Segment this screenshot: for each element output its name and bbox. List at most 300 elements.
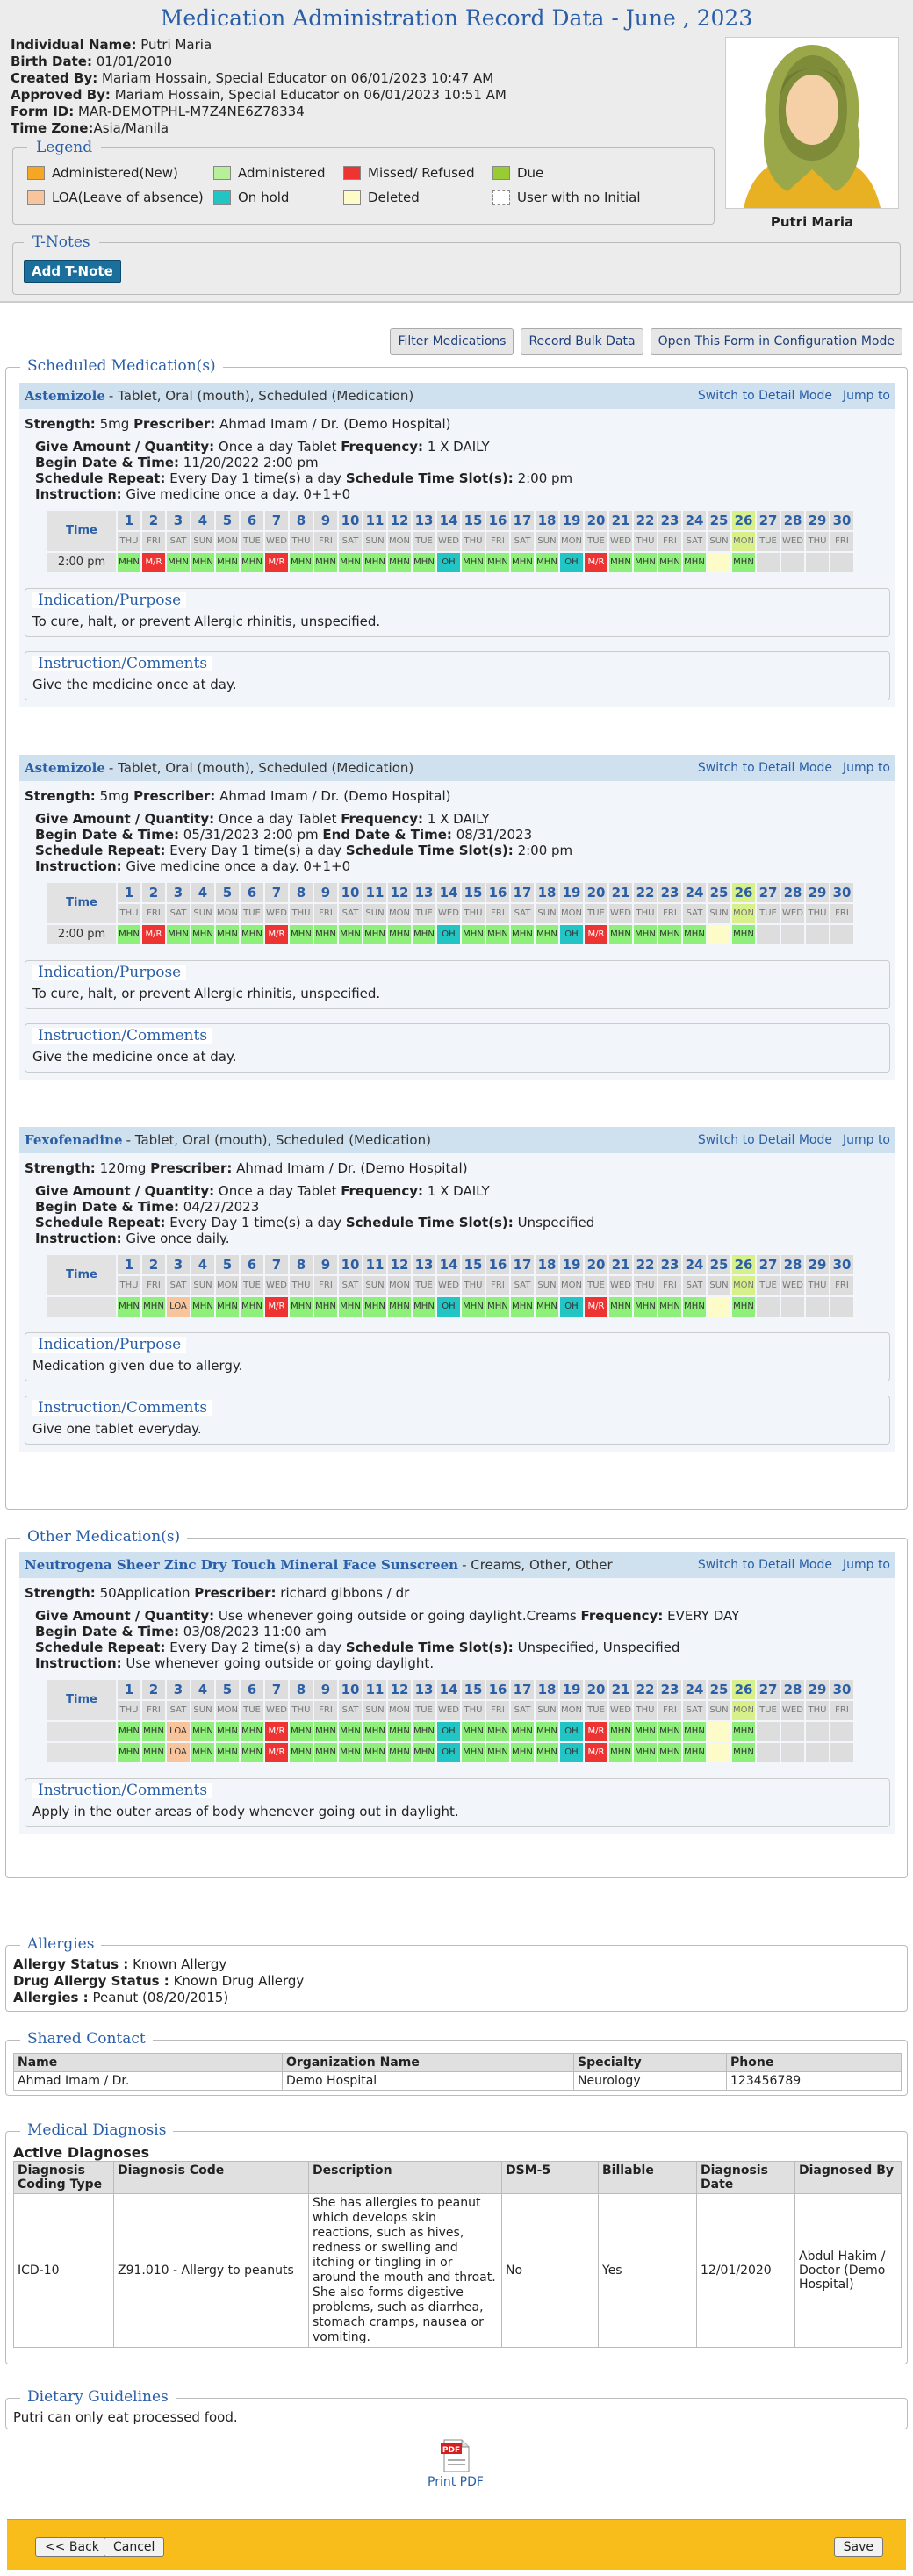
dose-cell[interactable]: MHN [486,925,509,944]
dose-cell[interactable] [708,1297,730,1317]
weekday-label: SUN [708,1701,730,1720]
dose-cell[interactable]: MHN [511,925,534,944]
indication-text: Medication given due to allergy. [32,1358,243,1374]
column-header: Billable [599,2162,697,2194]
legend-swatch [343,190,361,205]
dose-cell[interactable]: MHN [363,1722,386,1741]
dose-cell[interactable]: MHN [216,553,239,572]
dose-cell[interactable]: MHN [314,1297,337,1317]
table-cell: She has allergies to peanut which develops skin reactions, such as hives, redness or swelling and itching or tingling in or around the mouth and throat. She also forms digestive problems, such as diarrhea, stomach cramps, nausea or vomiting. [309,2194,502,2348]
instr-label: Instruction: [35,1231,122,1246]
dose-cell[interactable] [708,1722,730,1741]
tnotes-box [12,233,901,295]
day-number: 22 [634,883,657,902]
day-number: 15 [462,511,485,530]
dose-cell[interactable]: MHN [536,1743,558,1762]
dose-cell[interactable] [757,1722,780,1741]
dose-cell[interactable]: MHN [658,1722,681,1741]
begin-label: Begin Date & Time: [35,1199,180,1215]
weekday-label: THU [118,1701,140,1720]
dose-cell[interactable]: MHN [511,1722,534,1741]
column-header: DSM-5 [502,2162,599,2194]
dose-cell[interactable]: MHN [314,925,337,944]
dose-cell[interactable]: MHN [732,1743,755,1762]
dose-cell[interactable] [781,1297,804,1317]
dose-cell[interactable] [806,553,829,572]
dose-cell[interactable]: MHN [339,1722,362,1741]
medication-body [19,409,895,707]
dose-cell[interactable]: MHN [290,1297,313,1317]
dose-cell[interactable]: MHN [191,1722,214,1741]
day-number: 17 [511,1680,534,1699]
dose-cell[interactable]: MHN [462,925,485,944]
strength-label: Strength: [25,788,96,804]
schedule-wrap [25,509,890,574]
comments-text: Give the medicine once at day. [32,1049,237,1065]
dose-cell[interactable]: MHN [634,1743,657,1762]
day-number: 28 [781,883,804,902]
medication-card [19,383,895,707]
dose-cell[interactable]: MHN [413,1743,435,1762]
dose-cell[interactable]: MHN [118,1297,140,1317]
strength-row [25,788,890,804]
dose-cell[interactable]: MHN [413,553,435,572]
instr-value: Give medicine once a day. 0+1+0 [126,486,351,502]
medication-name[interactable]: Astemizole [25,388,105,404]
dose-cell[interactable]: MHN [142,1743,165,1762]
dose-cell[interactable] [830,553,853,572]
dose-cell[interactable]: MHN [363,925,386,944]
weekday-label: SUN [708,904,730,923]
day-number: 20 [585,883,607,902]
dose-cell[interactable]: OH [437,1743,460,1762]
record-bulk-data-button[interactable]: Record Bulk Data [521,328,643,355]
legend-box [12,139,715,225]
end-label: End Date & Time: [322,827,452,843]
dose-cell[interactable]: MHN [609,553,632,572]
weekday-label: SAT [339,1701,362,1720]
dose-cell[interactable]: MHN [536,553,558,572]
jump-to-link[interactable]: Jump to [842,1558,890,1572]
weekday-label: WED [609,1701,632,1720]
dose-cell[interactable] [806,925,829,944]
weekday-label: WED [609,904,632,923]
weekday-label: TUE [413,1276,435,1295]
weekday-label: FRI [658,532,681,551]
dose-cell[interactable] [708,925,730,944]
weekday-label: TUE [241,904,263,923]
day-number: 10 [339,1255,362,1274]
detail-line [35,1640,890,1655]
dose-cell[interactable]: MHN [511,553,534,572]
dose-cell[interactable]: MHN [216,925,239,944]
dose-cell[interactable] [757,1297,780,1317]
dose-cell[interactable]: MHN [290,925,313,944]
weekday-label: SAT [167,532,190,551]
dose-row [47,925,853,944]
give-value: Once a day Tablet [218,1183,337,1199]
dose-cell[interactable]: MHN [732,553,755,572]
dose-cell[interactable]: MHN [241,925,263,944]
dose-cell[interactable]: MHN [536,1722,558,1741]
dose-cell[interactable]: LOA [167,1743,190,1762]
day-number: 7 [265,511,288,530]
medication-name[interactable]: Astemizole [25,760,105,776]
other-section-title: Other Medication(s) [20,1528,187,1546]
day-number: 23 [658,1680,681,1699]
column-header: Diagnosis Coding Type [14,2162,114,2194]
weekday-label: THU [806,1276,829,1295]
dose-cell[interactable]: MHN [732,925,755,944]
day-number: 26 [732,883,755,902]
dose-cell[interactable]: MHN [363,1743,386,1762]
dose-cell[interactable]: MHN [191,553,214,572]
dose-cell[interactable]: MHN [486,553,509,572]
dose-cell[interactable]: MHN [536,925,558,944]
day-number: 19 [560,1255,583,1274]
dose-cell[interactable]: MHN [290,1722,313,1741]
day-number: 27 [757,1680,780,1699]
dose-cell[interactable]: MHN [486,1722,509,1741]
cancel-button[interactable]: Cancel [104,2537,164,2557]
dose-cell[interactable]: MHN [413,925,435,944]
dose-cell[interactable]: MHN [290,1743,313,1762]
dose-cell[interactable]: MHN [388,1722,411,1741]
label: Created By: [11,70,98,86]
back-button[interactable]: << Back [35,2537,109,2557]
medication-name[interactable]: Fexofenadine [25,1132,123,1148]
weekday-label: SUN [363,904,386,923]
medication-body [19,1578,895,1834]
day-number: 24 [683,883,706,902]
detail-line [35,827,890,843]
day-number: 18 [536,1255,558,1274]
dose-cell[interactable]: MHN [339,553,362,572]
medication-links [687,1558,890,1572]
dose-cell[interactable]: MHN [191,1297,214,1317]
dose-cell[interactable]: M/R [585,1722,607,1741]
dose-cell[interactable]: MHN [462,1743,485,1762]
schedule-table [46,1678,855,1764]
drug-allergy-status: Known Drug Allergy [173,1973,305,1989]
active-diagnoses-title: Active Diagnoses [13,2144,150,2161]
weekday-label: WED [437,1276,460,1295]
day-number: 25 [708,1255,730,1274]
dose-cell[interactable]: M/R [585,1743,607,1762]
dose-cell[interactable]: MHN [118,553,140,572]
dose-cell[interactable]: OH [560,1722,583,1741]
dose-cell[interactable] [806,1743,829,1762]
shared-contact-section [5,2030,908,2096]
dose-cell[interactable]: OH [437,925,460,944]
dose-cell[interactable]: MHN [363,1297,386,1317]
jump-to-link[interactable]: Jump to [842,1133,890,1147]
print-pdf-link[interactable] [425,2438,486,2489]
dose-cell[interactable]: MHN [658,925,681,944]
dose-cell[interactable]: MHN [339,925,362,944]
detail-line [35,811,890,827]
dose-cell[interactable] [830,925,853,944]
table-cell: 123456789 [727,2072,902,2091]
weekday-label: MON [560,1701,583,1720]
dose-cell[interactable]: MHN [167,553,190,572]
dose-cell[interactable]: OH [437,553,460,572]
dose-cell[interactable]: MHN [609,1743,632,1762]
dose-cell[interactable]: MHN [167,925,190,944]
dose-cell[interactable]: MHN [191,1743,214,1762]
weekday-label: FRI [142,1701,165,1720]
strength-row [25,416,890,432]
weekday-label: WED [781,1276,804,1295]
slot-value: Unspecified [517,1215,595,1231]
switch-detail-mode-link[interactable]: Switch to Detail Mode [697,389,832,403]
dose-cell[interactable]: M/R [265,925,288,944]
dose-cell[interactable]: MHN [462,1722,485,1741]
dose-cell[interactable]: MHN [609,1297,632,1317]
comments-box [25,1396,890,1445]
instr-value: Use whenever going outside or going daylight. [126,1655,435,1671]
weekday-label: WED [609,532,632,551]
dose-cell[interactable]: MHN [609,925,632,944]
dose-cell[interactable]: MHN [413,1297,435,1317]
dose-cell[interactable]: MHN [683,925,706,944]
weekday-label: THU [806,532,829,551]
dose-cell[interactable] [781,1743,804,1762]
switch-detail-mode-link[interactable]: Switch to Detail Mode [697,1558,832,1572]
dose-cell[interactable]: MHN [216,1722,239,1741]
dose-cell[interactable]: MHN [511,1297,534,1317]
dose-cell[interactable] [830,1722,853,1741]
weekday-row [47,532,853,551]
legend-label: Missed/ Refused [368,165,475,181]
dose-cell[interactable]: MHN [241,1722,263,1741]
day-number: 19 [560,1680,583,1699]
dose-cell[interactable]: MHN [388,553,411,572]
day-number: 11 [363,511,386,530]
day-number: 1 [118,511,140,530]
weekday-label: FRI [486,1276,509,1295]
dose-cell[interactable]: OH [437,1297,460,1317]
dose-cell[interactable] [781,553,804,572]
dose-cell[interactable]: MHN [511,1743,534,1762]
dietary-title: Dietary Guidelines [20,2388,176,2406]
dose-cell[interactable] [806,1722,829,1741]
dose-cell[interactable]: M/R [585,925,607,944]
dose-cell[interactable]: OH [560,925,583,944]
weekday-label: FRI [658,904,681,923]
filter-medications-button[interactable]: Filter Medications [390,328,514,355]
strength-label: Strength: [25,1585,96,1601]
dose-cell[interactable]: M/R [265,1722,288,1741]
dose-cell[interactable]: MHN [339,1297,362,1317]
prescriber-label: Prescriber: [133,416,216,432]
dose-cell[interactable] [830,1297,853,1317]
dose-cell[interactable]: OH [560,1297,583,1317]
dose-cell[interactable]: MHN [388,925,411,944]
dose-cell[interactable]: MHN [314,1743,337,1762]
dose-cell[interactable]: M/R [265,553,288,572]
dose-cell[interactable] [757,553,780,572]
weekday-label: THU [118,904,140,923]
legend-swatch [343,166,361,180]
day-number: 2 [142,511,165,530]
save-button[interactable]: Save [834,2537,883,2557]
dose-time [47,1743,116,1762]
dose-cell[interactable]: OH [560,553,583,572]
medication-detail [25,439,890,502]
dose-cell[interactable]: MHN [486,1743,509,1762]
dose-cell[interactable]: M/R [142,553,165,572]
dose-cell[interactable]: MHN [363,553,386,572]
open-config-mode-button[interactable]: Open This Form in Configuration Mode [651,328,902,355]
weekday-label: SAT [683,1276,706,1295]
dose-cell[interactable]: MHN [216,1743,239,1762]
column-header: Specialty [574,2054,727,2072]
dose-cell[interactable]: MHN [486,1297,509,1317]
slot-label: Schedule Time Slot(s): [345,843,514,858]
dose-cell[interactable]: LOA [167,1297,190,1317]
jump-to-link[interactable]: Jump to [842,761,890,775]
day-number: 20 [585,1680,607,1699]
day-number: 3 [167,1255,190,1274]
dose-cell[interactable]: MHN [118,1743,140,1762]
comments-box [25,1778,890,1827]
dose-cell[interactable]: MHN [216,1297,239,1317]
dose-cell[interactable] [757,1743,780,1762]
dose-cell[interactable]: M/R [265,1743,288,1762]
indication-title: Indication/Purpose [32,592,186,608]
dose-cell[interactable]: MHN [241,1297,263,1317]
switch-detail-mode-link[interactable]: Switch to Detail Mode [697,761,832,775]
freq-value: 1 X DAILY [427,1183,490,1199]
medication-header [19,383,895,409]
day-number: 21 [609,1255,632,1274]
weekday-label: SUN [708,1276,730,1295]
weekday-label: TUE [757,904,780,923]
weekday-label: MON [732,1276,755,1295]
legend-label: Administered(New) [52,165,178,181]
dose-cell[interactable]: M/R [585,1297,607,1317]
dose-cell[interactable] [830,1743,853,1762]
day-number: 30 [830,511,853,530]
table-cell: Neurology [574,2072,727,2091]
dose-cell[interactable]: MHN [683,553,706,572]
dose-cell[interactable]: MHN [634,1722,657,1741]
weekday-label: SAT [683,532,706,551]
weekday-label: TUE [413,904,435,923]
dose-cell[interactable]: MHN [388,1297,411,1317]
dose-cell[interactable]: MHN [683,1743,706,1762]
day-number: 12 [388,883,411,902]
medication-header [19,1552,895,1578]
day-number: 25 [708,511,730,530]
day-number: 5 [216,883,239,902]
dose-cell[interactable]: MHN [314,1722,337,1741]
dose-cell[interactable]: M/R [265,1297,288,1317]
detail-line [35,439,890,455]
dose-cell[interactable] [806,1297,829,1317]
dose-cell[interactable]: MHN [634,553,657,572]
diagnosis-table [13,2161,902,2348]
dose-cell[interactable]: MHN [732,1722,755,1741]
dose-cell[interactable] [708,553,730,572]
dose-cell[interactable] [757,925,780,944]
dose-cell[interactable]: LOA [167,1722,190,1741]
dose-cell[interactable] [781,1722,804,1741]
day-number: 9 [314,1680,337,1699]
dose-cell[interactable]: MHN [732,1297,755,1317]
dose-cell[interactable]: MHN [634,925,657,944]
day-number: 10 [339,1680,362,1699]
day-number: 1 [118,1255,140,1274]
begin-label: Begin Date & Time: [35,1624,180,1640]
dose-cell[interactable]: MHN [241,1743,263,1762]
instr-label: Instruction: [35,486,122,502]
dose-cell[interactable]: MHN [609,1722,632,1741]
column-header: Diagnosis Code [114,2162,309,2194]
weekday-label: TUE [585,1701,607,1720]
day-number: 17 [511,1255,534,1274]
day-number: 8 [290,1680,313,1699]
dose-cell[interactable]: OH [437,1722,460,1741]
legend-swatch [213,166,231,180]
dose-cell[interactable]: MHN [462,553,485,572]
dose-cell[interactable]: MHN [634,1297,657,1317]
dose-cell[interactable]: MHN [658,553,681,572]
dose-cell[interactable]: MHN [658,1743,681,1762]
day-number: 5 [216,1255,239,1274]
dose-cell[interactable]: MHN [191,925,214,944]
legend-label: LOA(Leave of absence) [52,190,204,205]
weekday-label: FRI [486,532,509,551]
dose-cell[interactable]: MHN [290,553,313,572]
dose-cell[interactable]: MHN [658,1297,681,1317]
give-value: Once a day Tablet [218,439,337,455]
dose-cell[interactable]: MHN [413,1722,435,1741]
dose-cell[interactable]: MHN [462,1297,485,1317]
dose-cell[interactable]: MHN [314,553,337,572]
medication-name[interactable]: Neutrogena Sheer Zinc Dry Touch Mineral Face Sunscreen [25,1557,459,1573]
birth-date: 01/01/2010 [96,54,173,69]
switch-detail-mode-link[interactable]: Switch to Detail Mode [697,1133,832,1147]
table-header-row [14,2162,902,2194]
dose-cell[interactable] [708,1743,730,1762]
dose-cell[interactable]: OH [560,1743,583,1762]
dose-cell[interactable]: M/R [142,925,165,944]
dose-cell[interactable]: MHN [118,925,140,944]
dose-cell[interactable]: MHN [339,1743,362,1762]
dose-cell[interactable]: MHN [536,1297,558,1317]
dose-cell[interactable]: MHN [118,1722,140,1741]
dose-cell[interactable]: MHN [241,553,263,572]
dose-cell[interactable]: M/R [585,553,607,572]
dose-cell[interactable]: MHN [683,1722,706,1741]
comments-box [25,651,890,700]
dose-cell[interactable]: MHN [142,1297,165,1317]
day-number: 10 [339,883,362,902]
dose-cell[interactable]: MHN [683,1297,706,1317]
weekday-label: WED [265,904,288,923]
scheduled-section-title: Scheduled Medication(s) [20,357,223,375]
dose-cell[interactable]: MHN [142,1722,165,1741]
dose-cell[interactable]: MHN [388,1743,411,1762]
day-number: 22 [634,511,657,530]
allergies-section [5,1935,908,2012]
jump-to-link[interactable]: Jump to [842,389,890,403]
dose-cell[interactable] [781,925,804,944]
day-number: 30 [830,883,853,902]
add-tnote-button[interactable]: Add T-Note [24,260,121,283]
